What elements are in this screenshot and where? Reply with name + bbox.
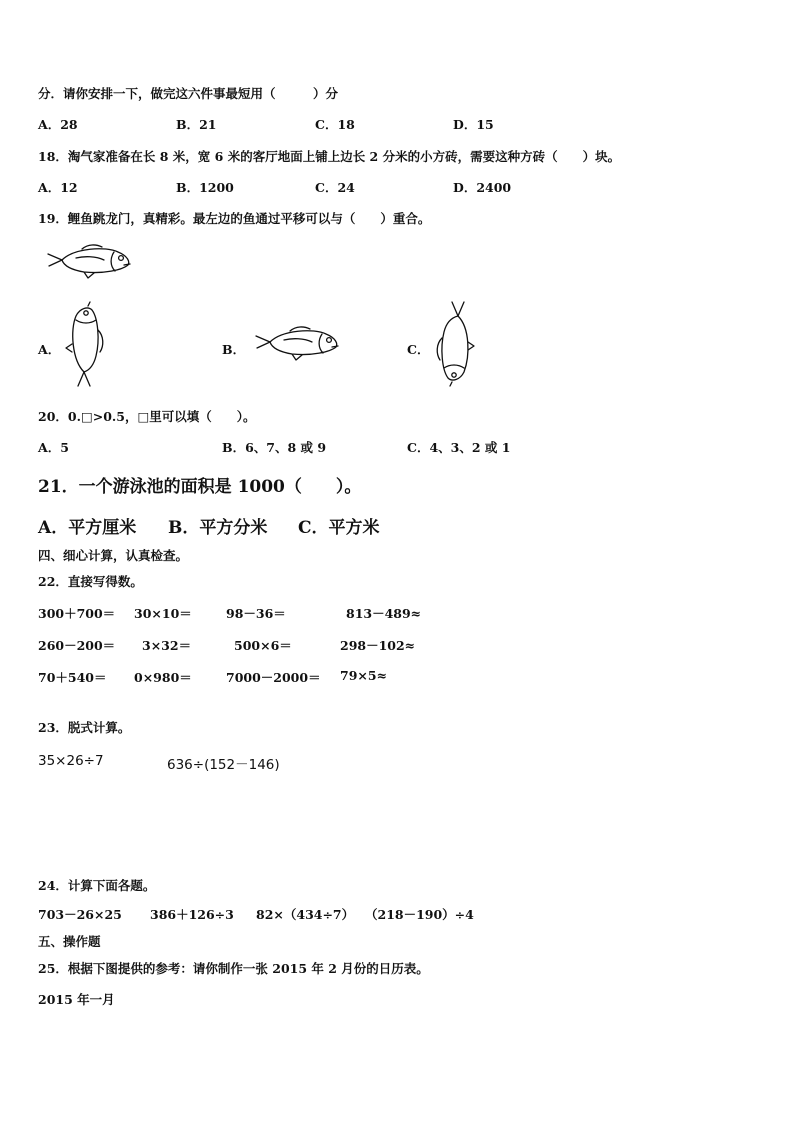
q21-text: 21．一个游泳池的面积是 1000（ ）。 <box>38 477 362 497</box>
q18-option-a: A．12 <box>38 180 78 195</box>
fish-option-b-image <box>252 322 342 368</box>
q23-expr-2: 636÷(152－146) <box>167 757 280 773</box>
q21-option-c: C．平方米 <box>298 518 380 538</box>
q18-option-d: D．2400 <box>453 180 512 195</box>
q23-expr-1: 35×26÷7 <box>38 753 104 769</box>
q22-expr: 500×6＝ <box>234 638 292 653</box>
q17-text: 分．请你安排一下，做完这六件事最短用（ ）分 <box>38 86 339 101</box>
q17-option-c: C．18 <box>315 117 355 132</box>
q23-text: 23．脱式计算。 <box>38 720 131 735</box>
q22-expr: 30×10＝ <box>134 606 192 621</box>
calendar-caption: 2015 年一月 <box>38 992 115 1007</box>
q22-expr: 298－102≈ <box>340 638 416 653</box>
q22-expr: 70＋540＝ <box>38 670 107 685</box>
q20-text: 20．0.□>0.5，□里可以填（ ）。 <box>38 409 256 424</box>
q18-option-b: B．1200 <box>176 180 234 195</box>
fish-option-a-image <box>60 300 110 390</box>
q20-option-c: C．4、3、2 或 1 <box>407 440 511 455</box>
q22-expr: 98－36＝ <box>226 606 286 621</box>
q22-expr: 300＋700＝ <box>38 606 116 621</box>
q24-text: 24．计算下面各题。 <box>38 878 156 893</box>
q22-text: 22．直接写得数。 <box>38 574 143 589</box>
q18-option-c: C．24 <box>315 180 355 195</box>
q19-option-a-label: A． <box>38 342 61 357</box>
q17-option-b: B．21 <box>176 117 217 132</box>
q17-option-d: D．15 <box>453 117 494 132</box>
section-4-heading: 四、细心计算，认真检查。 <box>38 548 189 563</box>
q22-expr: 813－489≈ <box>346 606 422 621</box>
q21-option-a: A．平方厘米 <box>38 518 137 538</box>
q24-expr-4: （218－190）÷4 <box>365 907 474 922</box>
q17-option-a: A．28 <box>38 117 78 132</box>
q22-expr: 79×5≈ <box>340 668 388 683</box>
q22-expr: 3×32＝ <box>142 638 192 653</box>
q19-text: 19．鲤鱼跳龙门，真精彩。最左边的鱼通过平移可以与（ ）重合。 <box>38 211 431 226</box>
q22-expr: 7000－2000＝ <box>226 670 321 685</box>
q24-expr-3: 82×（434÷7） <box>256 907 355 922</box>
q19-option-b-label: B． <box>222 342 246 357</box>
q24-expr-2: 386＋126÷3 <box>150 907 234 922</box>
q22-expr: 260－200＝ <box>38 638 116 653</box>
q19-option-c-label: C． <box>407 342 430 357</box>
q20-option-b: B．6、7、8 或 9 <box>222 440 327 455</box>
fish-reference-image <box>44 240 134 286</box>
fish-option-c-image <box>430 298 480 390</box>
q18-text: 18．淘气家准备在长 8 米，宽 6 米的客厅地面上铺上边长 2 分米的小方砖，需要这种方砖（ ）块。 <box>38 149 621 164</box>
q25-text: 25．根据下图提供的参考：请你制作一张 2015 年 2 月份的日历表。 <box>38 961 429 976</box>
section-5-heading: 五、操作题 <box>38 934 101 949</box>
q24-expr-1: 703－26×25 <box>38 907 122 922</box>
q21-option-b: B．平方分米 <box>168 518 268 538</box>
q20-option-a: A．5 <box>38 440 69 455</box>
q22-expr: 0×980＝ <box>134 670 192 685</box>
